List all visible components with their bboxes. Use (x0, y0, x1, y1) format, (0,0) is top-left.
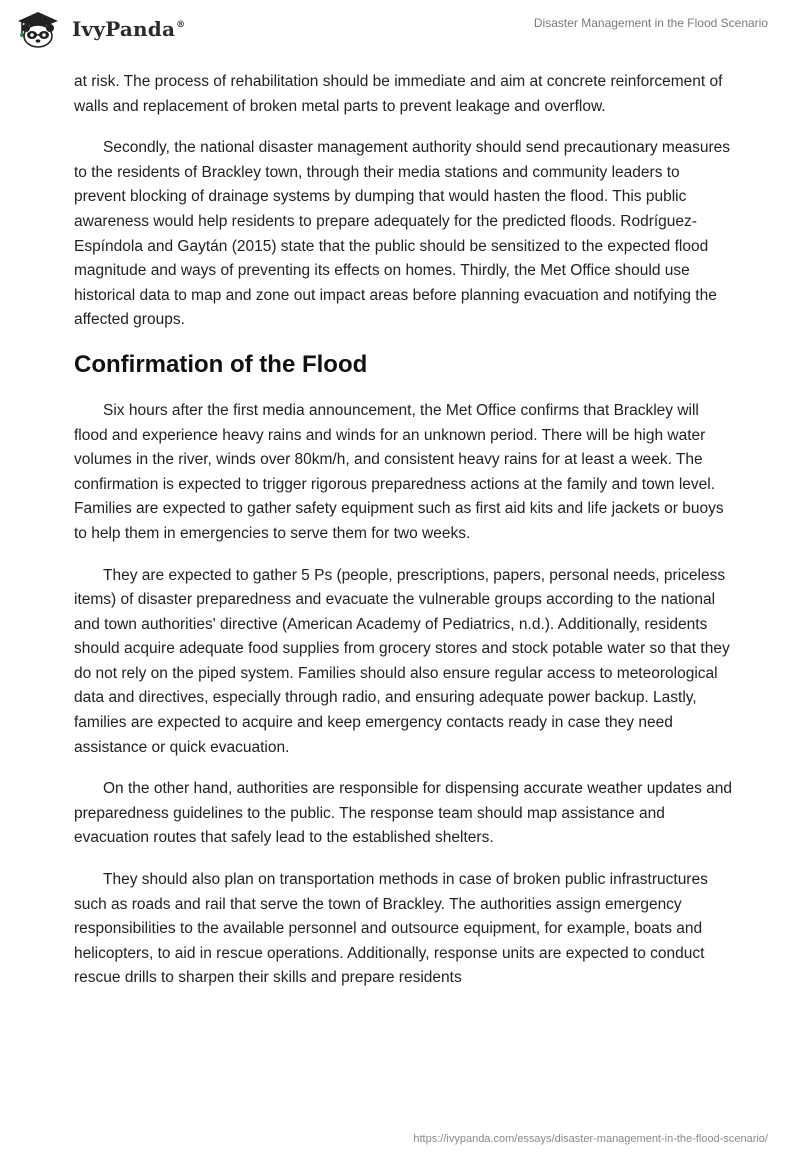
essay-content (74, 70, 734, 1008)
paragraph: They should also plan on transportation methods in case of broken public infrastructures such as roads and rail that serve the town of Brackley. The authorities assign emergency responsibilities to the available personnel and outsource equipment, for example, boats and helicopters, to aid in rescue operations. Additionally, response units are expected to conduct rescue drills to sharpen their skills and prepare residents (74, 871, 708, 987)
brand-name: IvyPanda® (72, 17, 186, 41)
source-url[interactable]: https://ivypanda.com/essays/disaster-management-in-the-flood-scenario/ (413, 1133, 768, 1145)
paragraph: They are expected to gather 5 Ps (people, prescriptions, papers, personal needs, priceless items) of disaster preparedness and evacuate the vulnerable groups according to the national and town authorities' directive (American Academy of Pediatrics, n.d.). Additionally, residents should acquire adequate food supplies from grocery stores and stock potable water so that they do not rely on the piped system. Families should also ensure regular access to meteorological data and directives, especially through radio, and ensuring adequate power backup. Lastly, families are expected to acquire and keep emergency contacts ready in case they need assistance or quick evacuation. (74, 566, 730, 756)
page-header (0, 0, 800, 60)
document-title: Disaster Management in the Flood Scenario (533, 16, 768, 30)
brand-logo[interactable] (14, 9, 185, 49)
paragraph: Secondly, the national disaster management authority should send precautionary measures to the residents of Brackley town, through their media stations and community leaders to prevent blocking of drainage systems by dumping that would hasten the flood. This public awareness would help residents to prepare adequately for the predicted floods. Rodríguez-Espíndola and Gaytán (2015) state that the public should be sensitized to the expected flood magnitude and ways of preventing its effects on homes. Thirdly, the Met Office should use historical data to map and zone out impact areas before planning evacuation and notifying the affected groups. (74, 139, 730, 329)
panda-logo-icon (14, 9, 66, 49)
section-heading: Confirmation of the Flood (74, 350, 368, 378)
paragraph: On the other hand, authorities are responsible for dispensing accurate weather updates and preparedness guidelines to the public. The response team should map assistance and evacuation routes that safely lead to the established shelters. (74, 780, 733, 847)
paragraph-continuation: at risk. The process of rehabilitation should be immediate and aim at concrete reinforcement of walls and replacement of broken metal parts to prevent leakage and overflow. (74, 73, 723, 115)
paragraph: Six hours after the first media announcement, the Met Office confirms that Brackley will flood and experience heavy rains and winds for an unknown period. There will be high water volumes in the river, winds over 80km/h, and consistent heavy rains for at least a week. The confirmation is expected to trigger rigorous preparedness actions at the family and town level. Families are expected to gather safety equipment such as first aid kits and life jackets or buoys to help them in emergencies to serve them for two weeks. (74, 401, 724, 542)
